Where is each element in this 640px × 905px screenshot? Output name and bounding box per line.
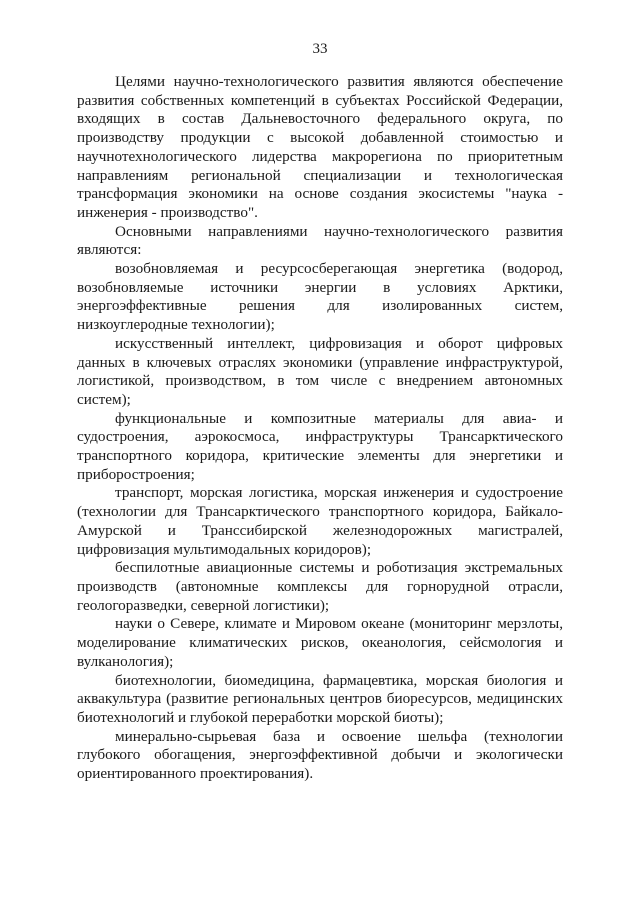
paragraph-biotech: биотехнологии, биомедицина, фармацевтика, морская биология и аквакультура (развитие региональных центров биоресурсов, медицинских биотехнологий и глубокой переработки морской биоты); — [77, 671, 563, 726]
paragraph-drones-robotics: беспилотные авиационные системы и роботизация экстремальных производств (автономные комплексы для горнорудной отрасли, геологоразведки, северной логистики); — [77, 559, 563, 614]
paragraph-directions-intro: Основными направлениями научно-технологического развития являются: — [77, 222, 563, 259]
paragraph-minerals-shelf: минерально-сырьевая база и освоение шельфа (технологии глубокого обогащения, энергоэффективной добычи и экологически ориентированного проектирования). — [77, 727, 563, 783]
paragraph-transport: транспорт, морская логистика, морская инженерия и судостроение (технологии для Трансарктического транспортного коридора, Байкало-Амурской и Транссибирской железнодорожных магистралей, цифровизация мультимодальных коридоров); — [77, 484, 563, 558]
paragraph-energy: возобновляемая и ресурсосберегающая энергетика (водород, возобновляемые источники энергии в условиях Арктики, энергоэффективные решения для изолированных систем, низкоуглеродные технологии); — [77, 260, 563, 334]
paragraph-ai-digitalization: искусственный интеллект, цифровизация и оборот цифровых данных в ключевых отраслях экономики (управление инфраструктурой, логистикой, производством, в том числе с внедрением автономных систем); — [77, 334, 563, 408]
paragraph-goals: Целями научно-технологического развития являются обеспечение развития собственных компетенций в субъектах Российской Федерации, входящих в состав Дальневосточного федерального округа, по производству продукции с высокой добавленной стоимостью и научнотехнологического лидерства макрорегиона по приоритетным направлениям региональной специализации и технологическая трансформация экономики на основе создания экосистемы "наука - инженерия - производство". — [77, 73, 563, 221]
page-number: 33 — [312, 41, 328, 57]
document-body — [77, 73, 563, 784]
paragraph-north-climate-ocean: науки о Севере, климате и Мировом океане (мониторинг мерзлоты, моделирование климатических рисков, океанология, сейсмология и вулканология); — [77, 615, 563, 670]
paragraph-materials: функциональные и композитные материалы для авиа- и судостроения, аэрокосмоса, инфраструктуры Трансарктического транспортного коридора, критические элементы для энергетики и приборостроения; — [77, 409, 563, 483]
